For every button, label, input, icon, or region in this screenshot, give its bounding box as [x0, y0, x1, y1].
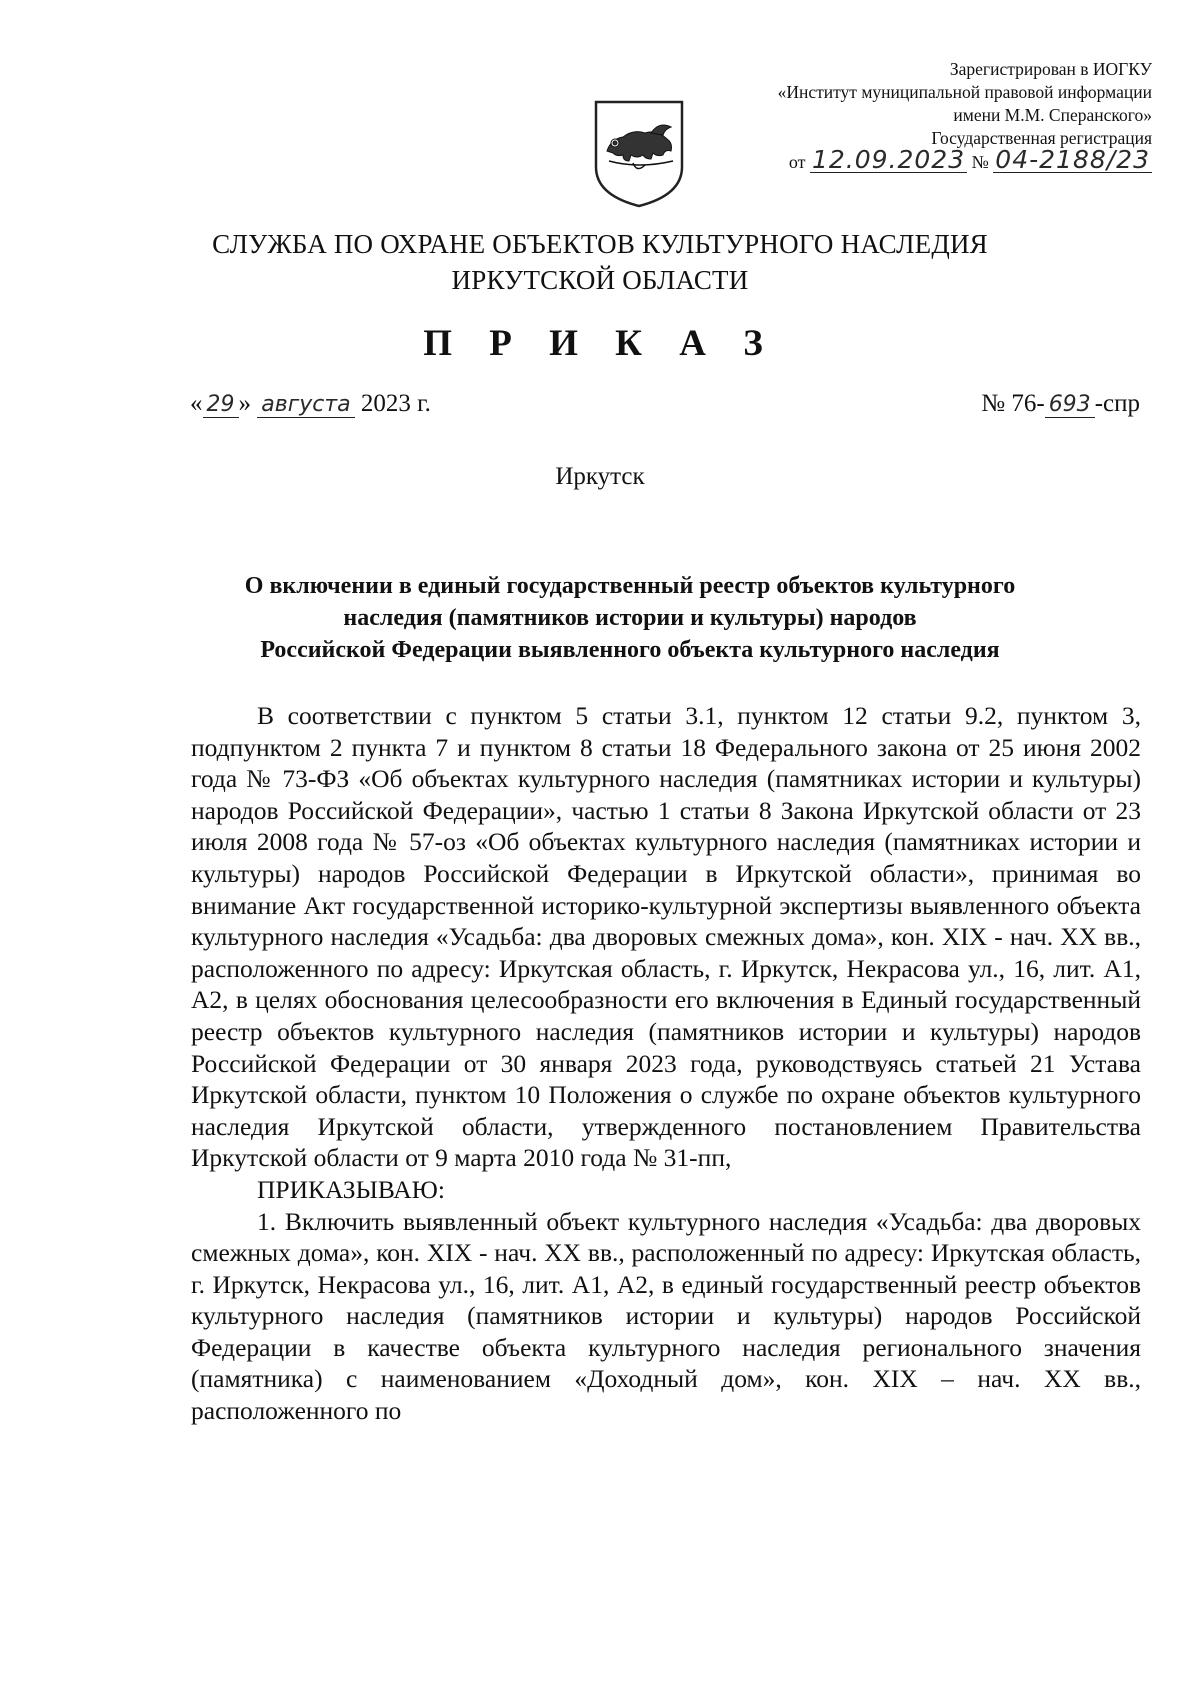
document-body: [191, 700, 1141, 1427]
order-date-close-quote: »: [238, 390, 251, 417]
order-date-open-quote: «: [190, 390, 203, 417]
registration-line-3: имени М.М. Сперанского»: [953, 105, 1152, 125]
title-line-3: Российской Федерации выявленного объекта культурного наследия: [260, 637, 1000, 663]
document-type-heading: П Р И К А З: [423, 323, 777, 364]
title-line-1: О включении в единый государственный реестр объектов культурного: [244, 573, 1016, 599]
order-date: [190, 390, 431, 418]
registration-date-number: [692, 145, 1152, 174]
organization-line-1: СЛУЖБА ПО ОХРАНЕ ОБЪЕКТОВ КУЛЬТУРНОГО НАСЛЕДИЯ: [212, 229, 988, 259]
order-word: ПРИКАЗЫВАЮ:: [257, 1174, 445, 1204]
order-date-year: 2023 г.: [360, 390, 431, 417]
registration-number-prefix: №: [971, 152, 989, 172]
registration-date-value: 12.09.2023: [811, 145, 966, 174]
registration-number-value: 04-2188/23: [995, 145, 1150, 174]
registration-line-4: Государственная регистрация: [931, 128, 1152, 148]
order-number-handwritten: 693: [1045, 392, 1095, 418]
coat-of-arms-icon: [593, 99, 685, 209]
organization-line-2: ИРКУТСКОЙ ОБЛАСТИ: [451, 265, 749, 295]
title-line-2: наследия (памятников истории и культуры) народов: [343, 605, 917, 631]
order-number-suffix: -спр: [1094, 390, 1140, 417]
organization-name: [0, 226, 1200, 298]
order-number-prefix: № 76-: [981, 390, 1045, 417]
order-item-1: 1. Включить выявленный объект культурного наследия «Усадьба: два дворовых смежных дома», кон. XIX - нач. XX вв., расположенный по адресу: Иркутская область, г. Иркутск, Некрасова ул., 16, лит. А1, А2, в единый государственный реестр объектов культурного наследия (памятников истории и культуры) народов Российской Федерации в качестве объекта культурного наследия регионального значения (памятника) с наименованием «Доходный дом», кон. XIX – нач. XX вв., расположенного по: [191, 1206, 1141, 1426]
registration-line-2: «Институт муниципальной правовой информации: [777, 82, 1152, 102]
registration-line-1: Зарегистрирован в ИОГКУ: [949, 59, 1152, 79]
order-date-day: 29: [203, 392, 239, 418]
document-title: [120, 570, 1140, 666]
preamble-paragraph: В соответствии с пунктом 5 статьи 3.1, пунктом 12 статьи 9.2, пунктом 3, подпунктом 2 пункта 7 и пунктом 8 статьи 18 Федерального закона от 25 июня 2002 года № 73-ФЗ «Об объектах культурного наследия (памятниках истории и культуры) народов Российской Федерации», частью 1 статьи 8 Закона Иркутской области от 23 июля 2008 года № 57-оз «Об объектах культурного наследия (памятниках истории и культуры) народов Российской Федерации в Иркутской области», принимая во внимание Акт государственной историко-культурной экспертизы выявленного объекта культурного наследия «Усадьба: два дворовых смежных дома», кон. XIX - нач. XX вв., расположенного по адресу: Иркутская область, г. Иркутск, Некрасова ул., 16, лит. А1, А2, в целях обоснования целесообразности его включения в Единый государственный реестр объектов культурного наследия (памятников истории и культуры) народов Российской Федерации от 30 января 2023 года, руководствуясь статьей 21 Устава Иркутской области, пунктом 10 Положения о службе по охране объектов культурного наследия Иркутской области, утвержденного постановлением Правительства Иркутской области от 9 марта 2010 года № 31-пп,: [191, 701, 1141, 1173]
order-number: [981, 390, 1140, 418]
registration-date-prefix: от: [788, 152, 806, 172]
city-name: Иркутск: [555, 463, 645, 490]
registration-stamp: [692, 58, 1152, 174]
order-date-month: августа: [257, 392, 354, 418]
